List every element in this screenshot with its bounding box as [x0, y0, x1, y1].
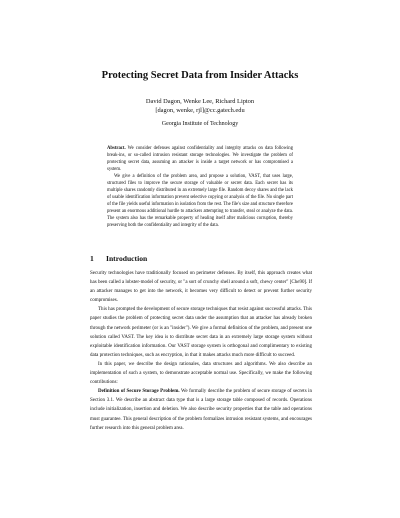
body-paragraph: This has prompted the development of secure storage techniques that resist against successful attacks. This paper studies the problem of protecting secret data under the assumption that an attacker has already broken through the network perimeter (or is an "insider"). We give a formal definition of the problem, and present one solution called VAST. The key idea is to distribute secret data in an extremely large storage system without exploitable identification information. Our VAST storage system is orthogonal and complimentary to existing data protection techniques, such as encryption, in that it makes attacks much more difficult to succeed.: [90, 307, 312, 358]
author-emails: [dagon, wenke, rjl]@cc.gatech.edu: [155, 107, 245, 114]
run-in-heading: Definition of Secure Storage Problem.: [98, 389, 180, 395]
body-paragraph: [90, 387, 312, 432]
body-paragraph: Security technologies have traditionally focused on perimeter defenses. By itself, this approach creates what has been called a lobster-model of security, or "a sort of crunchy shell around a soft, chewy center" [Che90]. If an attacker manages to get into the network, it becomes very difficult to detect or prevent further security compromises.: [90, 271, 312, 304]
abstract: [107, 145, 293, 229]
body-text: [90, 269, 312, 433]
affiliation: Georgia Institute of Technology: [161, 121, 239, 127]
body-paragraph: In this paper, we describe the design rationales, data structures and algorithms. We also describe an implementation of such a system, to demonstrate acceptable normal use. Specifically, we make the following contributions:: [90, 361, 312, 386]
abstract-text: We consider defenses against confidentiality and integrity attacks on data following break-ins, or so-called intrusion resistant storage technologies. We investigate the problem of protecting secret data, assuming an attacker is inside a target network or has compromised a system.: [107, 146, 293, 172]
author-list: David Dagon, Wenke Lee, Richard Lipton: [145, 98, 255, 105]
section-number: 1: [90, 254, 94, 263]
section-heading: [90, 254, 147, 263]
section-title: Introduction: [106, 254, 148, 263]
paper-title: Protecting Secret Data from Insider Attacks: [101, 70, 299, 81]
abstract-paragraph: We give a definition of the problem area, and propose a solution, VAST, that uses large, structured files to improve the secure storage of valuable or secret data. Each secret has its multiple shares randomly distributed in an extremely large file. Random decoy shares and the lack of usable identification information prevent selective copying or analysis of the file. No single part of the file yields useful information in isolation from the rest. The file's size and structure therefore present an enormous additional hurdle to attackers attempting to transfer, steal or analyze the data. The system also has the remarkable property of healing itself after malicious corruption, thereby preserving both the confidentiality and integrity of the data.: [107, 174, 293, 228]
abstract-label: Abstract.: [107, 146, 126, 151]
abstract-paragraph: [107, 145, 293, 173]
paragraph-text: We formally describe the problem of secure storage of secrets in Section 3.1. We describe an abstract data type that is a large storage table composed of records. Operations include initialization, insertion and deletion. We also describe security properties that the table and operations must guarantee. This general description of the problem formalizes intrusion resistant systems, and encourages further research into this general problem area.: [90, 389, 312, 431]
